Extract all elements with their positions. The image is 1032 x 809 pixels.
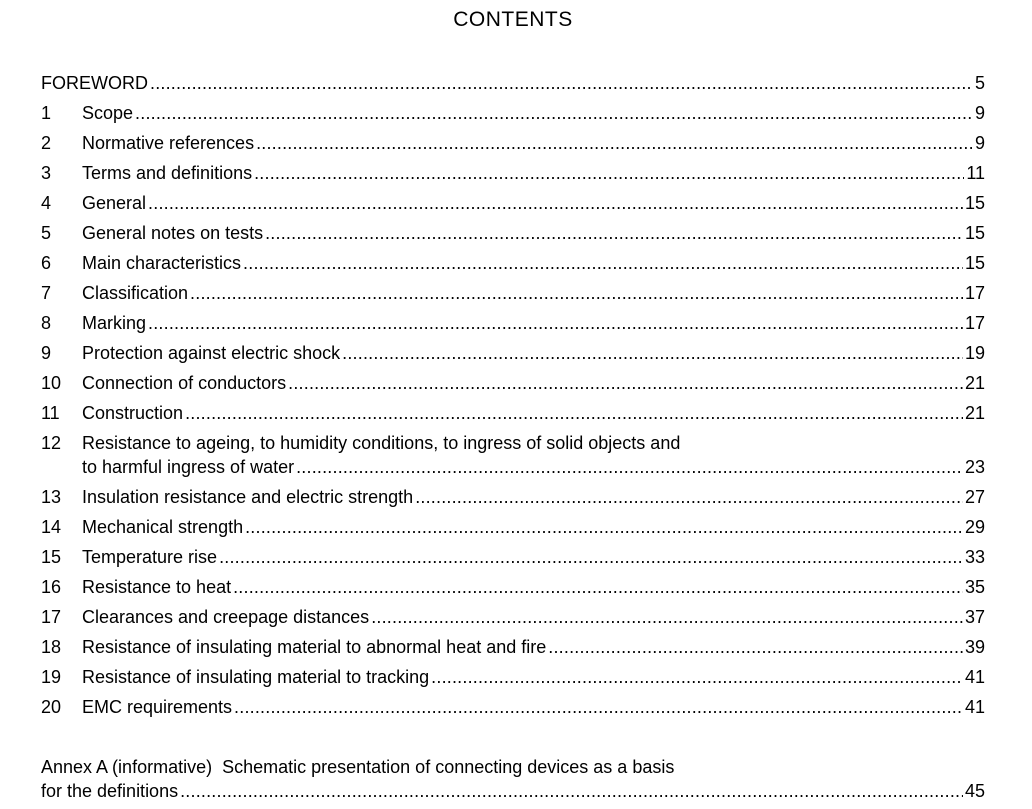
toc-page-number: 39 bbox=[964, 637, 985, 657]
toc-entry-text-line2: to harmful ingress of water bbox=[82, 457, 295, 477]
toc-page-number: 33 bbox=[964, 547, 985, 567]
toc-entry-text: Clearances and creepage distances bbox=[82, 607, 370, 627]
toc-clause-number: 20 bbox=[41, 697, 62, 717]
toc-page-number: 45 bbox=[964, 781, 985, 801]
toc-entry-17[interactable] bbox=[41, 605, 985, 635]
toc-clause-number: 19 bbox=[41, 667, 62, 687]
toc-leader-dots bbox=[431, 665, 963, 689]
toc-clause-number: 9 bbox=[41, 343, 52, 363]
toc-leader-dots bbox=[371, 605, 963, 629]
toc-leader-dots bbox=[234, 695, 963, 719]
toc-leader-dots bbox=[148, 191, 963, 215]
toc-page-number: 17 bbox=[964, 313, 985, 333]
toc-clause-number: 12 bbox=[41, 433, 62, 453]
toc-entry-2[interactable] bbox=[41, 131, 985, 161]
toc-leader-dots bbox=[342, 341, 963, 365]
toc-leader-dots bbox=[148, 311, 963, 335]
toc-page-number: 15 bbox=[964, 253, 985, 273]
toc-leader-dots bbox=[150, 71, 973, 95]
toc-clause-number: 3 bbox=[41, 163, 52, 183]
toc-entry-text-line1: Resistance to ageing, to humidity conditions, to ingress of solid objects and bbox=[82, 433, 681, 453]
toc-leader-dots bbox=[180, 779, 963, 803]
toc-leader-dots bbox=[243, 251, 963, 275]
toc-entry-text: General bbox=[82, 193, 147, 213]
toc-annex-text-line1: Annex A (informative) Schematic presentation of connecting devices as a basis bbox=[41, 757, 675, 777]
toc-entry-text: Mechanical strength bbox=[82, 517, 244, 537]
toc-page-number: 35 bbox=[964, 577, 985, 597]
toc-leader-dots bbox=[254, 161, 964, 185]
toc-page-number: 37 bbox=[964, 607, 985, 627]
toc-clause-number: 16 bbox=[41, 577, 62, 597]
toc-clause-number: 17 bbox=[41, 607, 62, 627]
toc-entry-7[interactable] bbox=[41, 281, 985, 311]
toc-page-number: 29 bbox=[964, 517, 985, 537]
toc-leader-dots bbox=[190, 281, 963, 305]
toc-clause-number: 7 bbox=[41, 283, 52, 303]
toc-entry-9[interactable] bbox=[41, 341, 985, 371]
toc-entry-12[interactable] bbox=[41, 431, 985, 485]
toc-page-number: 41 bbox=[964, 667, 985, 687]
toc-clause-number: 8 bbox=[41, 313, 52, 333]
toc-entry-5[interactable] bbox=[41, 221, 985, 251]
toc-entry-text: Resistance to heat bbox=[82, 577, 232, 597]
table-of-contents bbox=[41, 71, 985, 809]
toc-entry-text: Classification bbox=[82, 283, 189, 303]
toc-entry-text: Protection against electric shock bbox=[82, 343, 341, 363]
toc-clause-number: 11 bbox=[41, 403, 60, 423]
toc-entry-13[interactable] bbox=[41, 485, 985, 515]
toc-entry-text: Terms and definitions bbox=[82, 163, 253, 183]
toc-entry-10[interactable] bbox=[41, 371, 985, 401]
toc-entry-8[interactable] bbox=[41, 311, 985, 341]
toc-entry-11[interactable] bbox=[41, 401, 985, 431]
toc-entry-16[interactable] bbox=[41, 575, 985, 605]
toc-entry-3[interactable] bbox=[41, 161, 985, 191]
toc-clause-number: 1 bbox=[41, 103, 52, 123]
toc-entry-text: Construction bbox=[82, 403, 184, 423]
toc-entry-text: Main characteristics bbox=[82, 253, 242, 273]
toc-page-number: 15 bbox=[964, 193, 985, 213]
toc-page-number: 21 bbox=[964, 403, 985, 423]
toc-annex-text-line2: for the definitions bbox=[41, 781, 179, 801]
toc-entry-14[interactable] bbox=[41, 515, 985, 545]
toc-entry-text: Connection of conductors bbox=[82, 373, 287, 393]
toc-entry-text: Resistance of insulating material to abnormal heat and fire bbox=[82, 637, 547, 657]
toc-leader-dots bbox=[135, 101, 973, 125]
toc-entry-text: EMC requirements bbox=[82, 697, 233, 717]
toc-page-number: 9 bbox=[974, 133, 985, 153]
toc-leader-dots bbox=[296, 455, 963, 479]
toc-leader-dots bbox=[233, 575, 963, 599]
toc-leader-dots bbox=[265, 221, 963, 245]
page-title: CONTENTS bbox=[453, 8, 573, 31]
toc-leader-dots bbox=[219, 545, 963, 569]
toc-clause-number: 5 bbox=[41, 223, 52, 243]
toc-entry-4[interactable] bbox=[41, 191, 985, 221]
toc-leader-dots bbox=[548, 635, 963, 659]
toc-entry-foreword[interactable] bbox=[41, 71, 985, 101]
toc-page-number: 11 bbox=[966, 163, 985, 183]
toc-entry-text: Marking bbox=[82, 313, 147, 333]
toc-entry-text: Resistance of insulating material to tracking bbox=[82, 667, 430, 687]
toc-clause-number: 18 bbox=[41, 637, 62, 657]
toc-page-number: 23 bbox=[964, 457, 985, 477]
toc-entry-6[interactable] bbox=[41, 251, 985, 281]
toc-entry-text: Insulation resistance and electric strength bbox=[82, 487, 414, 507]
toc-page-number: 15 bbox=[964, 223, 985, 243]
toc-leader-dots bbox=[185, 401, 963, 425]
toc-page-number: 5 bbox=[974, 73, 985, 93]
toc-entry-text: Normative references bbox=[82, 133, 255, 153]
toc-clause-number: 4 bbox=[41, 193, 52, 213]
toc-entry-text: Scope bbox=[82, 103, 134, 123]
toc-page-number: 19 bbox=[964, 343, 985, 363]
toc-clause-number: 10 bbox=[41, 373, 62, 393]
toc-entry-annex-a[interactable] bbox=[41, 755, 985, 809]
toc-entry-text: General notes on tests bbox=[82, 223, 264, 243]
toc-page-number: 17 bbox=[964, 283, 985, 303]
toc-leader-dots bbox=[245, 515, 963, 539]
toc-leader-dots bbox=[288, 371, 963, 395]
toc-clause-number: 14 bbox=[41, 517, 62, 537]
toc-page-number: 27 bbox=[964, 487, 985, 507]
toc-clause-number: 6 bbox=[41, 253, 52, 273]
toc-clause-number: 13 bbox=[41, 487, 62, 507]
toc-entry-18[interactable] bbox=[41, 635, 985, 665]
toc-leader-dots bbox=[415, 485, 963, 509]
toc-entry-1[interactable] bbox=[41, 101, 985, 131]
toc-entry-text: FOREWORD bbox=[41, 73, 148, 93]
toc-leader-dots bbox=[256, 131, 973, 155]
toc-page-number: 41 bbox=[964, 697, 985, 717]
toc-clause-number: 15 bbox=[41, 547, 62, 567]
toc-clause-number: 2 bbox=[41, 133, 52, 153]
toc-entry-text: Temperature rise bbox=[82, 547, 218, 567]
toc-page-number: 9 bbox=[974, 103, 985, 123]
toc-entry-15[interactable] bbox=[41, 545, 985, 575]
toc-entry-19[interactable] bbox=[41, 665, 985, 695]
toc-entry-20[interactable] bbox=[41, 695, 985, 725]
toc-page-number: 21 bbox=[964, 373, 985, 393]
